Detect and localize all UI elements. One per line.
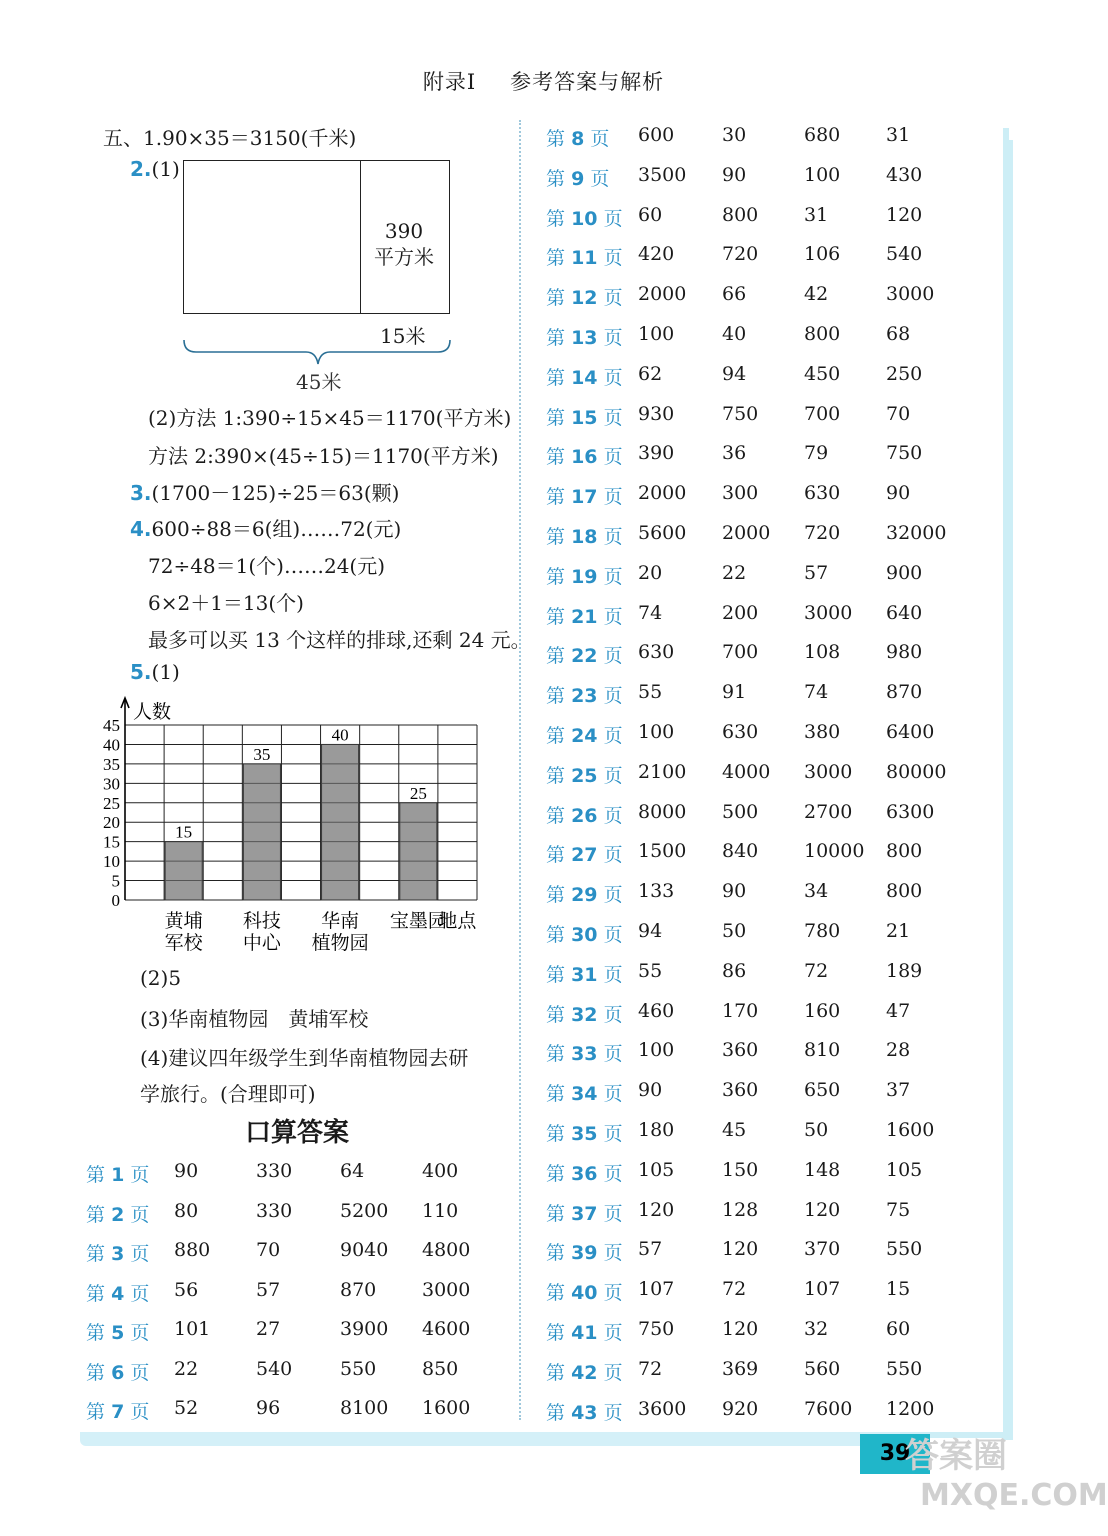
page-ref: 第 29 页	[546, 884, 623, 907]
bar-value-label: 15	[175, 822, 193, 842]
page-ref: 第 15 页	[546, 406, 623, 429]
answer-value: 62	[638, 362, 663, 385]
answer-value: 107	[638, 1278, 675, 1301]
answer-value: 630	[804, 482, 841, 505]
page-ref: 第 19 页	[546, 565, 623, 588]
x-category-label: 黄埔	[164, 911, 203, 932]
page-ref: 第 10 页	[546, 207, 623, 230]
answer-value: 370	[804, 1238, 841, 1261]
answer-value: 40	[722, 323, 747, 345]
q5-sub1: (1)	[151, 660, 180, 684]
page-ref: 第 25 页	[546, 764, 623, 787]
answer-value: 800	[804, 323, 841, 345]
answer-value: 34	[804, 880, 829, 903]
page-ref: 第 14 页	[546, 366, 623, 389]
answer-value: 650	[804, 1079, 841, 1102]
page-ref: 第 43 页	[546, 1401, 623, 1424]
page-ref: 第 35 页	[546, 1123, 623, 1145]
answer-value: 550	[886, 1357, 923, 1380]
answer-value: 980	[886, 641, 923, 664]
answer-value: 120	[638, 1198, 675, 1221]
answer-value: 74	[638, 601, 663, 624]
answer-value: 80000	[886, 760, 947, 783]
answer-value: 68	[886, 323, 911, 345]
answer-value: 720	[722, 243, 759, 266]
y-tick-label: 40	[103, 735, 120, 755]
page-ref: 第 11 页	[546, 247, 623, 270]
answer-value: 550	[340, 1357, 377, 1380]
answer-value: 160	[804, 999, 841, 1022]
answer-value: 4000	[722, 760, 771, 783]
diagram-rect-large	[183, 160, 361, 314]
answer-value: 15	[886, 1278, 911, 1301]
answer-value: 2100	[638, 760, 687, 783]
answer-value: 28	[886, 1039, 911, 1062]
q3-text: (1700－125)÷25＝63(颗)	[151, 481, 400, 505]
answer-value: 148	[804, 1158, 841, 1181]
answer-value: 850	[422, 1357, 459, 1380]
answer-value: 108	[804, 641, 841, 664]
answer-value: 630	[638, 641, 675, 664]
y-tick-label: 30	[103, 774, 120, 794]
q4-line2: 72÷48＝1(个)……24(元)	[148, 554, 386, 578]
answer-value: 870	[886, 681, 923, 704]
answer-value: 5600	[638, 522, 687, 544]
y-tick-label: 5	[111, 871, 120, 891]
watermark-url: MXQE.COM	[920, 1478, 1108, 1513]
q5-answer3: (3)华南植物园 黄埔军校	[140, 1007, 369, 1031]
answer-value: 750	[638, 1318, 675, 1340]
page-ref: 第 4 页	[86, 1282, 150, 1305]
bar-value-label: 35	[253, 744, 271, 764]
oral-answers-title: 口算答案	[245, 1118, 350, 1148]
page-ref: 第 5 页	[86, 1322, 150, 1344]
page-ref: 第 8 页	[546, 128, 610, 150]
page-ref: 第 23 页	[546, 685, 623, 708]
answer-value: 600	[638, 124, 675, 146]
answer-value: 170	[722, 999, 759, 1022]
answer-value: 6400	[886, 721, 935, 743]
q5-answer4b: 学旅行。(合理即可)	[140, 1082, 316, 1106]
answer-value: 920	[722, 1397, 759, 1420]
answer-value: 55	[638, 681, 663, 704]
q1-line	[103, 122, 356, 151]
answer-value: 750	[722, 402, 759, 425]
bar-value-label: 40	[331, 725, 349, 745]
q5-line	[130, 660, 180, 684]
x-category-label: 中心	[242, 933, 281, 954]
x-category-label: 植物园	[311, 933, 369, 954]
answer-value: 7600	[804, 1397, 853, 1420]
answer-value: 189	[886, 959, 923, 982]
answer-value: 8000	[638, 800, 687, 823]
answer-value: 100	[638, 1039, 675, 1062]
answer-value: 107	[804, 1278, 841, 1301]
answer-value: 4600	[422, 1318, 471, 1340]
page-ref: 第 2 页	[86, 1203, 150, 1226]
page-ref: 第 16 页	[546, 446, 623, 469]
answer-value: 90	[174, 1160, 199, 1182]
q2-label: 2.	[130, 157, 152, 181]
page-ref: 第 3 页	[86, 1243, 150, 1265]
answer-value: 1500	[638, 840, 687, 863]
diagram-area-label	[360, 218, 448, 270]
q4-line3: 6×2＋1＝13(个)	[148, 591, 304, 615]
page-ref: 第 39 页	[546, 1242, 623, 1265]
answer-value: 360	[722, 1079, 759, 1102]
answer-value: 30	[722, 124, 747, 146]
bar-chart	[90, 690, 520, 965]
answer-value: 79	[804, 442, 829, 465]
answer-value: 66	[722, 283, 747, 306]
page-ref: 第 34 页	[546, 1083, 623, 1106]
answer-value: 50	[722, 920, 747, 942]
answer-value: 3500	[638, 163, 687, 186]
page-ref: 第 13 页	[546, 327, 623, 349]
q2-method1: (2)方法 1:390÷15×45＝1170(平方米)	[148, 406, 512, 430]
answer-value: 360	[722, 1039, 759, 1062]
q1-label: 五、1.	[103, 126, 163, 150]
answer-value: 57	[804, 561, 829, 584]
answer-value: 1200	[886, 1397, 935, 1420]
q5-answer2: (2)5	[140, 966, 182, 990]
answer-value: 90	[886, 482, 911, 505]
answer-value: 840	[722, 840, 759, 863]
answer-value: 20	[638, 561, 663, 584]
answer-value: 700	[722, 641, 759, 664]
answer-value: 810	[804, 1039, 841, 1062]
answer-value: 10000	[804, 840, 865, 863]
answer-value: 105	[886, 1158, 923, 1181]
answer-value: 27	[256, 1318, 281, 1340]
answer-value: 2700	[804, 800, 853, 823]
page-ref: 第 24 页	[546, 725, 623, 747]
answer-value: 56	[174, 1278, 199, 1301]
answer-value: 3000	[804, 760, 853, 783]
answer-value: 94	[638, 920, 663, 942]
answer-value: 74	[804, 681, 829, 704]
answer-value: 50	[804, 1119, 829, 1141]
page-ref: 第 7 页	[86, 1401, 150, 1423]
answer-value: 120	[722, 1318, 759, 1340]
page-ref: 第 27 页	[546, 844, 623, 867]
header-title: 参考答案与解析	[510, 70, 665, 94]
answer-value: 55	[638, 959, 663, 982]
y-tick-label: 10	[103, 852, 120, 872]
x-category-label: 军校	[164, 933, 203, 954]
answer-value: 57	[256, 1278, 281, 1301]
answer-value: 2000	[722, 522, 771, 544]
answer-value: 105	[638, 1158, 675, 1181]
answer-value: 42	[804, 283, 829, 306]
answer-value: 3900	[340, 1318, 389, 1340]
answer-value: 31	[804, 203, 829, 226]
page-ref: 第 42 页	[546, 1361, 623, 1384]
y-tick-label: 45	[103, 716, 120, 735]
page-header	[0, 66, 1087, 96]
answer-value: 106	[804, 243, 841, 266]
page-ref: 第 31 页	[546, 963, 623, 986]
answer-value: 70	[256, 1239, 281, 1261]
answer-value: 880	[174, 1239, 211, 1261]
answer-value: 300	[722, 482, 759, 505]
answer-value: 120	[886, 203, 923, 226]
answer-value: 6300	[886, 800, 935, 823]
answer-value: 9040	[340, 1239, 389, 1261]
q2-label-line	[130, 157, 180, 181]
answer-value: 60	[638, 203, 663, 226]
answer-value: 540	[256, 1357, 293, 1380]
x-category-label: 科技	[242, 911, 281, 932]
page-ref: 第 36 页	[546, 1162, 623, 1185]
answer-value: 900	[886, 561, 923, 584]
answer-value: 680	[804, 124, 841, 146]
answer-value: 72	[722, 1278, 747, 1301]
answer-value: 460	[638, 999, 675, 1022]
answer-value: 100	[804, 163, 841, 186]
answer-value: 52	[174, 1397, 199, 1419]
answer-value: 90	[722, 880, 747, 903]
answer-value: 720	[804, 522, 841, 544]
header-appendix: 附录Ⅰ	[422, 70, 477, 94]
page-ref: 第 17 页	[546, 486, 623, 509]
answer-value: 100	[638, 323, 675, 345]
answer-value: 37	[886, 1079, 911, 1102]
bar	[243, 764, 280, 900]
answer-value: 91	[722, 681, 747, 704]
answer-value: 330	[256, 1199, 293, 1222]
answer-value: 72	[638, 1357, 663, 1380]
answer-value: 390	[638, 442, 675, 465]
page-ref: 第 37 页	[546, 1202, 623, 1225]
answer-value: 133	[638, 880, 675, 903]
answer-value: 110	[422, 1199, 459, 1222]
page-ref: 第 30 页	[546, 924, 623, 946]
answer-value: 3000	[886, 283, 935, 306]
answer-value: 60	[886, 1318, 911, 1340]
answer-value: 800	[722, 203, 759, 226]
answer-value: 32	[804, 1318, 829, 1340]
answer-value: 550	[886, 1238, 923, 1261]
answer-value: 100	[638, 721, 675, 743]
q3-label: 3.	[130, 481, 152, 505]
answer-value: 870	[340, 1278, 377, 1301]
page-ref: 第 21 页	[546, 605, 623, 628]
page-ref: 第 6 页	[86, 1361, 150, 1384]
answer-value: 22	[722, 561, 747, 584]
q4-label: 4.	[130, 517, 152, 541]
answer-value: 32000	[886, 522, 947, 544]
diagram-width-label: 15米	[380, 324, 426, 348]
answer-value: 120	[722, 1238, 759, 1261]
answer-value: 5200	[340, 1199, 389, 1222]
answer-value: 630	[722, 721, 759, 743]
answer-value: 640	[886, 601, 923, 624]
q1-text: 90×35＝3150(千米)	[162, 126, 357, 150]
page-ref: 第 32 页	[546, 1003, 623, 1026]
page-ref: 第 40 页	[546, 1282, 623, 1305]
y-tick-label: 20	[103, 813, 120, 833]
answer-value: 21	[886, 920, 911, 942]
bottom-decor-bar	[80, 1432, 900, 1446]
answer-value: 31	[886, 124, 911, 146]
answer-value: 930	[638, 402, 675, 425]
page-ref: 第 41 页	[546, 1322, 623, 1344]
answer-value: 150	[722, 1158, 759, 1181]
page-ref: 第 1 页	[86, 1164, 150, 1186]
diagram-area-unit: 平方米	[374, 245, 434, 269]
answer-value: 500	[722, 800, 759, 823]
answer-value: 57	[638, 1238, 663, 1261]
y-tick-label: 0	[111, 891, 120, 910]
bar-value-label: 25	[409, 783, 427, 803]
x-category-label: 宝墨园	[389, 911, 447, 932]
answer-value: 101	[174, 1318, 211, 1340]
diagram-total-label: 45米	[296, 370, 342, 394]
answer-value: 47	[886, 999, 911, 1022]
answer-value: 8100	[340, 1397, 389, 1419]
answer-value: 2000	[638, 283, 687, 306]
answer-value: 80	[174, 1199, 199, 1222]
answer-value: 2000	[638, 482, 687, 505]
q5-label: 5.	[130, 660, 152, 684]
answer-value: 128	[722, 1198, 759, 1221]
watermark-logo: 答案圈	[905, 1436, 1007, 1476]
answer-value: 86	[722, 959, 747, 982]
bar	[400, 803, 437, 900]
answer-value: 75	[886, 1198, 911, 1221]
diagram-brace	[180, 338, 455, 368]
answer-value: 369	[722, 1357, 759, 1380]
page-ref: 第 9 页	[546, 167, 610, 190]
answer-value: 4800	[422, 1239, 471, 1261]
answer-value: 380	[804, 721, 841, 743]
answer-value: 90	[638, 1079, 663, 1102]
page-ref: 第 26 页	[546, 804, 623, 827]
page-ref: 第 12 页	[546, 287, 623, 310]
answer-value: 70	[886, 402, 911, 425]
y-axis-label: 人数	[133, 702, 172, 723]
y-tick-label: 25	[103, 793, 120, 813]
answer-value: 96	[256, 1397, 281, 1419]
answer-value: 22	[174, 1357, 199, 1380]
answer-value: 36	[722, 442, 747, 465]
y-tick-label: 15	[103, 832, 120, 852]
q4-text1: 600÷88＝6(组)……72(元)	[151, 517, 402, 541]
answer-value: 750	[886, 442, 923, 465]
answer-value: 540	[886, 243, 923, 266]
answer-value: 400	[422, 1160, 459, 1182]
answer-value: 64	[340, 1160, 365, 1182]
answer-value: 780	[804, 920, 841, 942]
page-number: 39	[860, 1434, 930, 1474]
page-ref: 第 33 页	[546, 1043, 623, 1066]
answer-value: 430	[886, 163, 923, 186]
answer-value: 800	[886, 880, 923, 903]
answer-value: 200	[722, 601, 759, 624]
y-tick-label: 35	[103, 754, 120, 774]
q5-answer4a: (4)建议四年级学生到华南植物园去研	[140, 1046, 469, 1070]
diagram-area-value: 390	[384, 219, 424, 243]
q4-line1	[130, 513, 401, 542]
answer-value: 90	[722, 163, 747, 186]
answer-value: 420	[638, 243, 675, 266]
q2-method2: 方法 2:390×(45÷15)＝1170(平方米)	[148, 444, 499, 468]
answer-value: 3000	[422, 1278, 471, 1301]
answer-value: 3600	[638, 1397, 687, 1420]
answer-value: 700	[804, 402, 841, 425]
answer-value: 120	[804, 1198, 841, 1221]
page-ref: 第 22 页	[546, 645, 623, 668]
x-axis-label: 地点	[438, 911, 477, 932]
x-category-label: 华南	[321, 911, 360, 932]
q3-line	[130, 477, 399, 506]
answer-value: 45	[722, 1119, 747, 1141]
answer-value: 800	[886, 840, 923, 863]
answer-value: 3000	[804, 601, 853, 624]
answer-value: 1600	[886, 1119, 935, 1141]
answer-value: 250	[886, 362, 923, 385]
page-ref: 第 18 页	[546, 526, 623, 548]
answer-value: 330	[256, 1160, 293, 1182]
bar	[165, 842, 202, 900]
q2-sub1: (1)	[151, 157, 180, 181]
right-decor-strip	[1003, 140, 1013, 1440]
answer-value: 72	[804, 959, 829, 982]
answer-value: 560	[804, 1357, 841, 1380]
answer-value: 94	[722, 362, 747, 385]
answer-value: 180	[638, 1119, 675, 1141]
q4-line4: 最多可以买 13 个这样的排球,还剩 24 元。	[148, 628, 531, 652]
answer-value: 450	[804, 362, 841, 385]
answer-value: 1600	[422, 1397, 471, 1419]
